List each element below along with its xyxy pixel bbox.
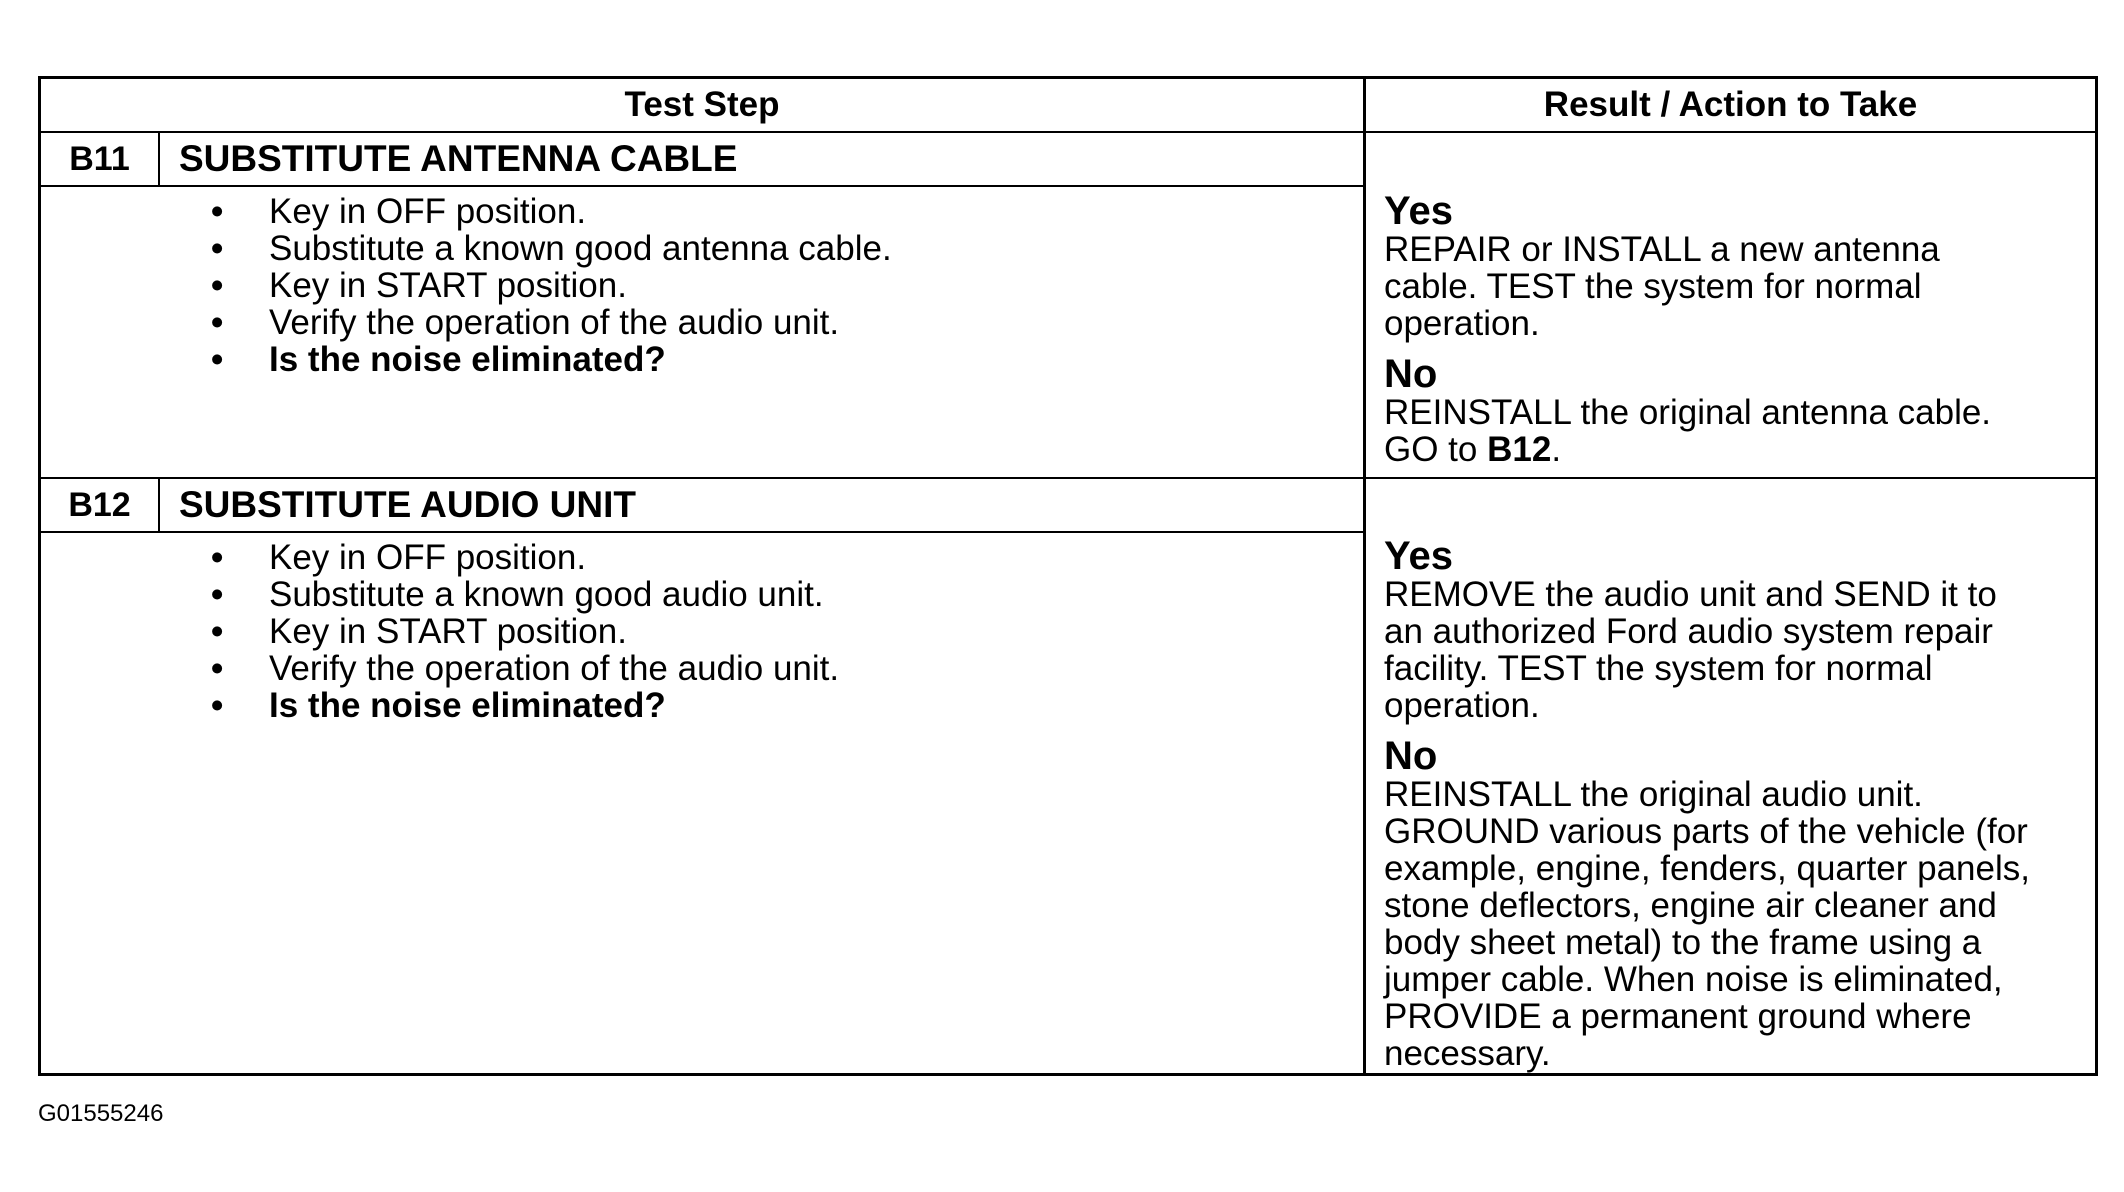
step-id-b11: B11 xyxy=(41,133,160,185)
bullet-icon: • xyxy=(211,649,224,688)
header-test-step: Test Step xyxy=(624,85,780,124)
list-item: • Substitute a known good audio unit. xyxy=(211,575,824,614)
yes-action-line: cable. TEST the system for normal xyxy=(1384,267,1922,306)
bullet-icon: • xyxy=(211,686,224,725)
no-action-line: jumper cable. When noise is eliminated, xyxy=(1384,960,2003,999)
bullet-icon: • xyxy=(211,229,224,268)
yes-action-line: REPAIR or INSTALL a new antenna xyxy=(1384,230,1940,269)
yes-label: Yes xyxy=(1384,189,1453,233)
test-step-table xyxy=(38,76,2098,1076)
header-result-action: Result / Action to Take xyxy=(1543,85,1918,124)
step-title-b11: SUBSTITUTE ANTENNA CABLE xyxy=(179,138,738,179)
step-bullets-b12 xyxy=(211,539,839,724)
list-item: • Key in START position. xyxy=(211,266,627,305)
list-item: • Substitute a known good antenna cable. xyxy=(211,229,892,268)
list-item: • Key in OFF position. xyxy=(211,538,587,577)
no-action-line: REINSTALL the original audio unit. xyxy=(1384,775,1923,814)
list-item: • Verify the operation of the audio unit. xyxy=(211,303,840,342)
no-action-line: REINSTALL the original antenna cable. xyxy=(1384,393,1992,432)
step-title-b12: SUBSTITUTE AUDIO UNIT xyxy=(179,484,637,525)
bullet-icon: • xyxy=(211,340,224,379)
yes-action-line: operation. xyxy=(1384,304,1540,343)
no-action-goto: GO to B12. xyxy=(1384,430,1562,469)
bullet-icon: • xyxy=(211,303,224,342)
yes-action-line: an authorized Ford audio system repair xyxy=(1384,612,1993,651)
step-title-divider-b11 xyxy=(41,185,1363,187)
goto-step-ref: B12 xyxy=(1487,430,1552,469)
no-action-line: stone deflectors, engine air cleaner and xyxy=(1384,886,1997,925)
bullet-icon: • xyxy=(211,538,224,577)
yes-label: Yes xyxy=(1384,534,1453,578)
no-action-line: example, engine, fenders, quarter panels, xyxy=(1384,849,2030,888)
bullet-icon: • xyxy=(211,575,224,614)
result-block-b11 xyxy=(1384,191,2094,468)
result-block-b12 xyxy=(1384,536,2094,1072)
bullet-icon: • xyxy=(211,612,224,651)
no-label: No xyxy=(1384,352,1438,396)
bullet-icon: • xyxy=(211,192,224,231)
no-label: No xyxy=(1384,734,1438,778)
figure-id: G01555246 xyxy=(38,1100,164,1127)
no-action-line: GROUND various parts of the vehicle (for xyxy=(1384,812,2028,851)
question-item: • Is the noise eliminated? xyxy=(211,686,666,725)
no-action-line: body sheet metal) to the frame using a xyxy=(1384,923,1982,962)
column-divider xyxy=(1363,79,1366,1073)
step-id-b12: B12 xyxy=(41,479,160,531)
question-item: • Is the noise eliminated? xyxy=(211,340,666,379)
list-item: • Verify the operation of the audio unit. xyxy=(211,649,840,688)
bullet-icon: • xyxy=(211,266,224,305)
yes-action-line: operation. xyxy=(1384,686,1540,725)
list-item: • Key in OFF position. xyxy=(211,192,587,231)
no-action-line: necessary. xyxy=(1384,1034,1551,1073)
step-title-divider-b12 xyxy=(41,531,1363,533)
yes-action-line: REMOVE the audio unit and SEND it to xyxy=(1384,575,1997,614)
yes-action-line: facility. TEST the system for normal xyxy=(1384,649,1933,688)
step-bullets-b11 xyxy=(211,193,892,378)
list-item: • Key in START position. xyxy=(211,612,627,651)
no-action-line: PROVIDE a permanent ground where xyxy=(1384,997,1972,1036)
